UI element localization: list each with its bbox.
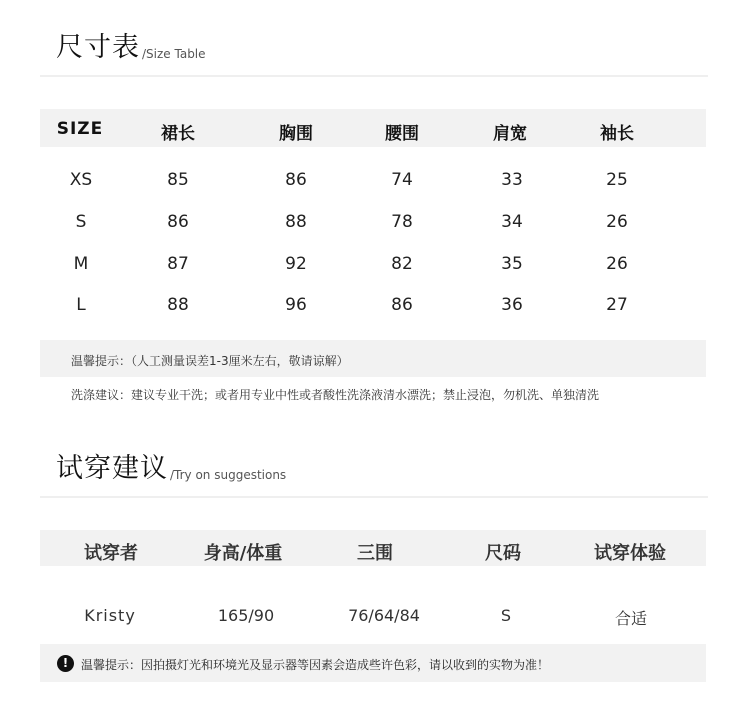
table-cell: 76/64/84 [348,606,420,625]
color-notice: 温馨提示：因拍摄灯光和环境光及显示器等因素会造成些许色彩，请以收到的实物为准！ [81,658,550,672]
size-table-header [40,109,706,147]
table-cell: 合适 [614,609,648,628]
tryon-title [56,455,286,482]
tryon-header-cell: 试穿者 [84,543,138,564]
table-cell: 88 [285,212,307,232]
table-cell: 33 [501,170,523,190]
table-cell: 92 [285,254,307,274]
size-header-cell: 肩宽 [493,124,527,144]
table-cell: 165/90 [217,606,275,625]
tryon-header-cell: 身高/体重 [203,543,283,564]
table-cell: XS [69,170,93,190]
table-row [40,254,706,274]
size-header-cell: 腰围 [385,124,419,144]
table-cell: 26 [606,254,628,274]
table-cell: 86 [391,295,413,315]
table-cell: 27 [606,295,628,315]
table-cell: 86 [285,170,307,190]
measurement-tip: 温馨提示：（人工测量误差1-3厘米左右，敬请谅解） [71,354,349,368]
table-cell: 82 [391,254,413,274]
table-cell: 36 [501,295,523,315]
title-divider [40,496,708,498]
exclamation-circle-icon: ! [57,655,74,672]
size-header-cell: 裙长 [161,124,195,144]
size-table-title-zh: 尺寸表 [56,32,140,63]
color-notice-band [40,644,706,682]
tryon-header-cell: 试穿体验 [594,543,666,564]
size-header-cell: SIZE [56,119,104,139]
table-cell: S [75,212,87,232]
title-divider [40,75,708,77]
table-cell: 88 [167,295,189,315]
table-row [40,295,706,315]
table-cell: 86 [167,212,189,232]
table-cell: M [73,254,89,274]
tryon-header-cell: 尺码 [485,543,521,564]
table-cell: L [76,295,86,315]
table-cell: 74 [391,170,413,190]
table-cell: 34 [501,212,523,232]
table-cell: 35 [501,254,523,274]
table-cell: 25 [606,170,628,190]
size-header-cell: 袖长 [600,124,634,144]
tryon-title-en: /Try on suggestions [170,468,287,482]
tryon-table-header [40,530,706,566]
table-cell: Kristy [84,606,136,625]
table-row [40,606,706,628]
measurement-tip-band [40,340,706,377]
table-row [40,212,706,232]
table-cell: 26 [606,212,628,232]
table-cell: 87 [167,254,189,274]
size-table-title [56,34,206,61]
table-cell: 96 [285,295,307,315]
size-table-title-en: /Size Table [142,47,206,61]
table-cell: 78 [391,212,413,232]
table-cell: S [500,606,512,625]
tryon-header-cell: 三围 [357,543,393,564]
tryon-title-zh: 试穿建议 [56,453,168,484]
table-row [40,170,706,190]
wash-advice: 洗涤建议：建议专业干洗；或者用专业中性或者酸性洗涤液清水漂洗；禁止浸泡，勿机洗、单独清洗 [71,388,600,402]
table-cell: 85 [167,170,189,190]
size-header-cell: 胸围 [279,124,313,144]
